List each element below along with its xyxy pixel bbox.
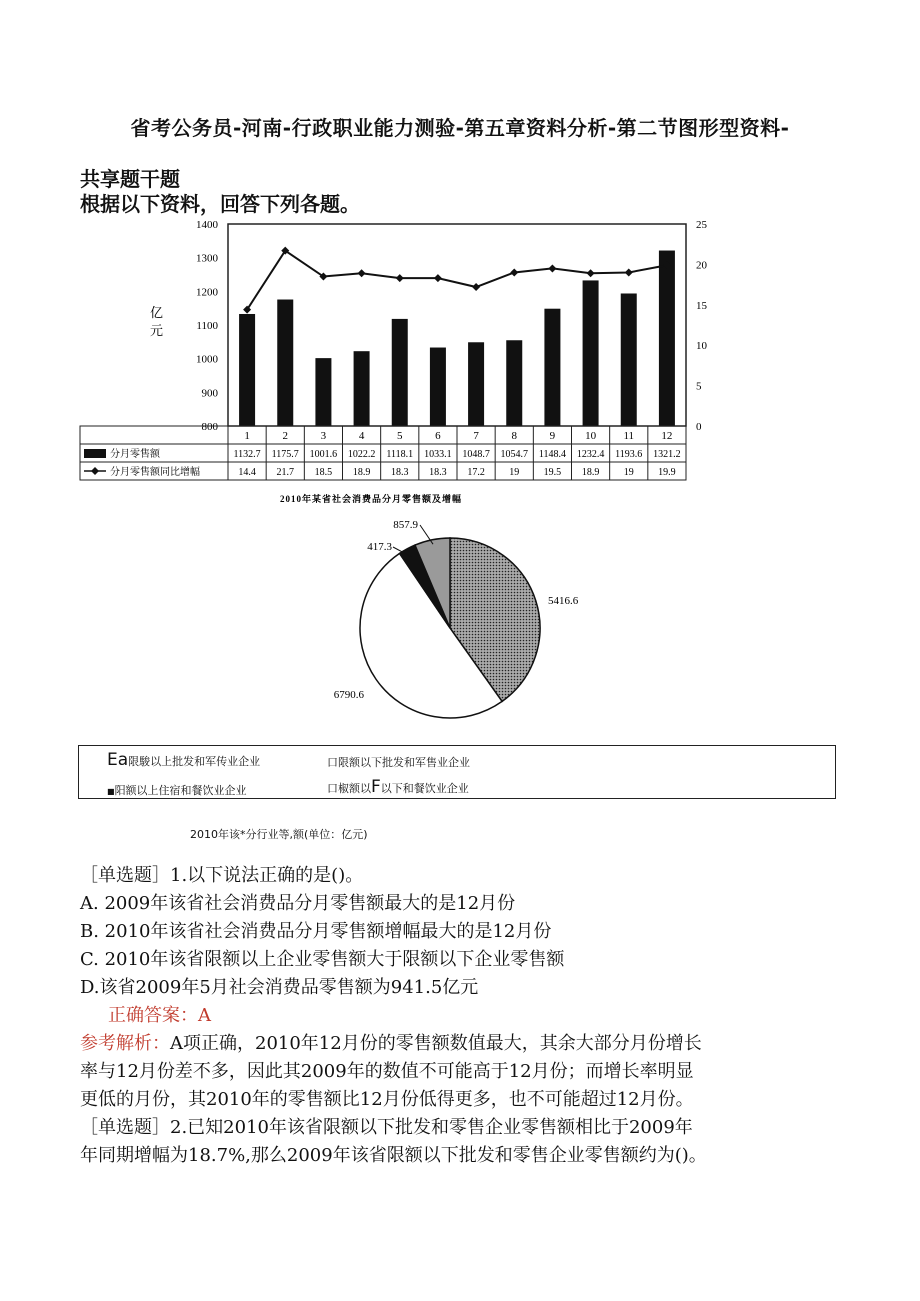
monthly-sales-chart: [78, 205, 718, 505]
left-tick-label: 800: [201, 421, 218, 433]
option-c: C. 2010年该省限额以上企业零售额大于限额以下企业零售额: [80, 949, 565, 970]
option-b: B. 2010年该省社会消费品分月零售额增幅最大的是12月份: [80, 921, 552, 942]
legend-label-c: 阳额以上住宿和餐饮业企业: [114, 784, 247, 797]
bar-month-1: [239, 314, 255, 426]
pie-caption: 2010年该*分行业等,额(单位：亿元): [190, 828, 368, 841]
bar-value-label: 1048.7: [462, 449, 490, 460]
bar-value-label: 1321.2: [653, 449, 681, 460]
month-label: 5: [397, 430, 403, 442]
month-label: 7: [473, 430, 479, 442]
bar-value-label: 1193.6: [615, 449, 643, 460]
growth-point-month-4: [358, 269, 366, 277]
bar-month-12: [659, 251, 675, 426]
bar-legend-swatch: [84, 449, 106, 458]
correct-answer: 正确答案：A: [108, 1005, 211, 1026]
growth-value-label: 19.5: [543, 467, 562, 478]
legend-label-d2: 以下和餐饮业企业: [380, 782, 469, 795]
section-heading: 共享题干题: [80, 167, 180, 191]
growth-value-label: 18.3: [391, 467, 409, 478]
legend-label-a: 限駿以上批发和军传业企业: [128, 755, 261, 768]
bar-month-2: [277, 300, 293, 426]
pie-label-1: 5416.6: [548, 595, 579, 607]
question-1: ［单选题］1.以下说法正确的是()。: [80, 865, 364, 886]
month-label: 1: [244, 430, 250, 442]
plot-frame: [228, 224, 686, 426]
left-tick-label: 1200: [196, 286, 218, 299]
left-tick-label: 1000: [196, 353, 218, 366]
growth-value-label: 17.2: [467, 467, 485, 478]
bar-month-11: [621, 293, 637, 426]
pie-legend: [78, 745, 836, 799]
growth-point-month-7: [472, 283, 480, 291]
analysis-line-3: 更低的月份，其2010年的零售额比12月份低得更多，也不可能超过12月份。: [80, 1089, 694, 1110]
bar-series-name: 分月零售额: [110, 449, 160, 460]
right-tick-label: 10: [696, 340, 707, 353]
right-tick-label: 15: [696, 299, 707, 312]
bar-month-9: [544, 309, 560, 426]
bar-month-10: [583, 280, 599, 426]
bar-value-label: 1132.7: [233, 449, 261, 460]
growth-value-label: 18.5: [314, 467, 333, 478]
bar-value-label: 1175.7: [271, 449, 299, 460]
right-tick-label: 20: [696, 259, 707, 272]
bar-value-label: 1232.4: [576, 449, 605, 460]
right-tick-label: 25: [696, 219, 707, 231]
option-a: A. 2009年该省社会消费品分月零售额最大的是12月份: [80, 893, 516, 914]
left-tick-label: 1400: [196, 219, 218, 231]
bar-series: [239, 251, 675, 426]
y-axis-label-2: 元: [150, 323, 164, 338]
analysis-line-1: [80, 1030, 702, 1057]
left-axis: [196, 219, 219, 433]
svg-text:2010年某省社会消费品分月零售额及增幅: 2010年某省社会消费品分月零售额及增幅: [280, 494, 463, 504]
legend-item-b: [327, 754, 470, 770]
legend-item-d: [327, 777, 469, 797]
legend-label-d-big: F: [371, 777, 381, 797]
bar-month-4: [354, 351, 370, 426]
question-2-line-1: ［单选题］2.已知2010年该省限额以下批发和零售企业零售额相比于2009年: [80, 1117, 693, 1138]
analysis-line-2: 率与12月份差不多，因此其2009年的数值不可能高于12月份；而增长率明显: [80, 1061, 694, 1082]
line-series-name: 分月零售额同比增幅: [110, 467, 200, 478]
growth-value-label: 19.9: [658, 467, 676, 478]
line-legend-marker: [91, 467, 99, 475]
month-label: 3: [320, 430, 327, 442]
legend-marker-d: 口: [327, 782, 338, 795]
month-label: 2: [282, 430, 288, 442]
pie-label-4: 857.9: [393, 519, 418, 531]
chart-title: [280, 490, 540, 506]
growth-value-label: 14.4: [238, 467, 256, 478]
analysis-label: 参考解析：: [80, 1033, 170, 1054]
legend-marker-c: ■: [107, 787, 115, 796]
month-label: 9: [549, 430, 556, 442]
pie-label-2: 6790.6: [333, 689, 364, 701]
intro-text: 根据以下资料，回答下列各题。: [80, 192, 360, 216]
legend-item-c: [107, 782, 247, 798]
page-title: 省考公务员-河南-行政职业能力测验-第五章资料分析-第二节图形型资料-: [130, 116, 790, 140]
legend-label-d1: 椒额以: [338, 782, 371, 795]
bar-month-3: [315, 358, 331, 426]
data-table: [80, 426, 686, 480]
month-label: 12: [661, 430, 673, 442]
y-axis-label-1: 亿: [150, 305, 164, 320]
bar-value-label: 1148.4: [538, 449, 566, 460]
bar-month-7: [468, 342, 484, 426]
growth-point-month-11: [625, 268, 633, 276]
left-tick-label: 1100: [196, 320, 218, 332]
month-label: 8: [511, 430, 517, 442]
left-tick-label: 900: [201, 387, 218, 400]
growth-value-label: 18.9: [581, 467, 600, 478]
bar-month-5: [392, 319, 408, 426]
right-tick-label: 5: [696, 380, 702, 393]
legend-marker-a: Ea: [107, 750, 129, 770]
bar-value-label: 1001.6: [309, 449, 338, 460]
pie-label-3: 417.3: [367, 541, 392, 553]
growth-point-month-8: [510, 268, 518, 276]
bar-value-label: 1118.1: [386, 449, 414, 460]
growth-line: [247, 251, 667, 310]
growth-point-month-5: [396, 274, 404, 282]
month-label: 10: [585, 430, 597, 442]
line-series: [243, 247, 671, 314]
bar-value-label: 1054.7: [500, 449, 528, 460]
option-d: D.该省2009年5月社会消费品零售额为941.5亿元: [80, 977, 479, 998]
bar-month-8: [506, 340, 522, 426]
legend-label-b: 限额以下批发和军售业企业: [338, 756, 470, 769]
analysis-text-1: A项正确，2010年12月份的零售额数值最大，其余大部分月份增长: [170, 1033, 702, 1054]
legend-item-a: [107, 750, 260, 770]
industry-pie-chart: [300, 510, 620, 735]
growth-value-label: 19: [623, 467, 634, 478]
growth-value-label: 19: [509, 467, 520, 478]
growth-value-label: 18.3: [429, 467, 447, 478]
question-2-line-2: 年同期增幅为18.7%,那么2009年该省限额以下批发和零售企业零售额约为()。: [80, 1145, 707, 1166]
growth-point-month-9: [548, 264, 556, 272]
month-label: 11: [623, 430, 635, 442]
month-label: 4: [358, 430, 365, 442]
bar-value-label: 1033.1: [424, 449, 452, 460]
right-axis: [696, 219, 708, 433]
bar-month-6: [430, 348, 446, 426]
growth-value-label: 18.9: [352, 467, 371, 478]
legend-marker-b: 口: [327, 756, 338, 769]
growth-point-month-10: [587, 269, 595, 277]
growth-value-label: 21.7: [276, 467, 294, 478]
growth-point-month-6: [434, 274, 442, 282]
bar-value-label: 1022.2: [347, 449, 376, 460]
pie-slices: [360, 538, 540, 718]
left-tick-label: 1300: [196, 252, 218, 265]
right-tick-label: 0: [696, 421, 702, 433]
month-label: 6: [435, 430, 441, 442]
